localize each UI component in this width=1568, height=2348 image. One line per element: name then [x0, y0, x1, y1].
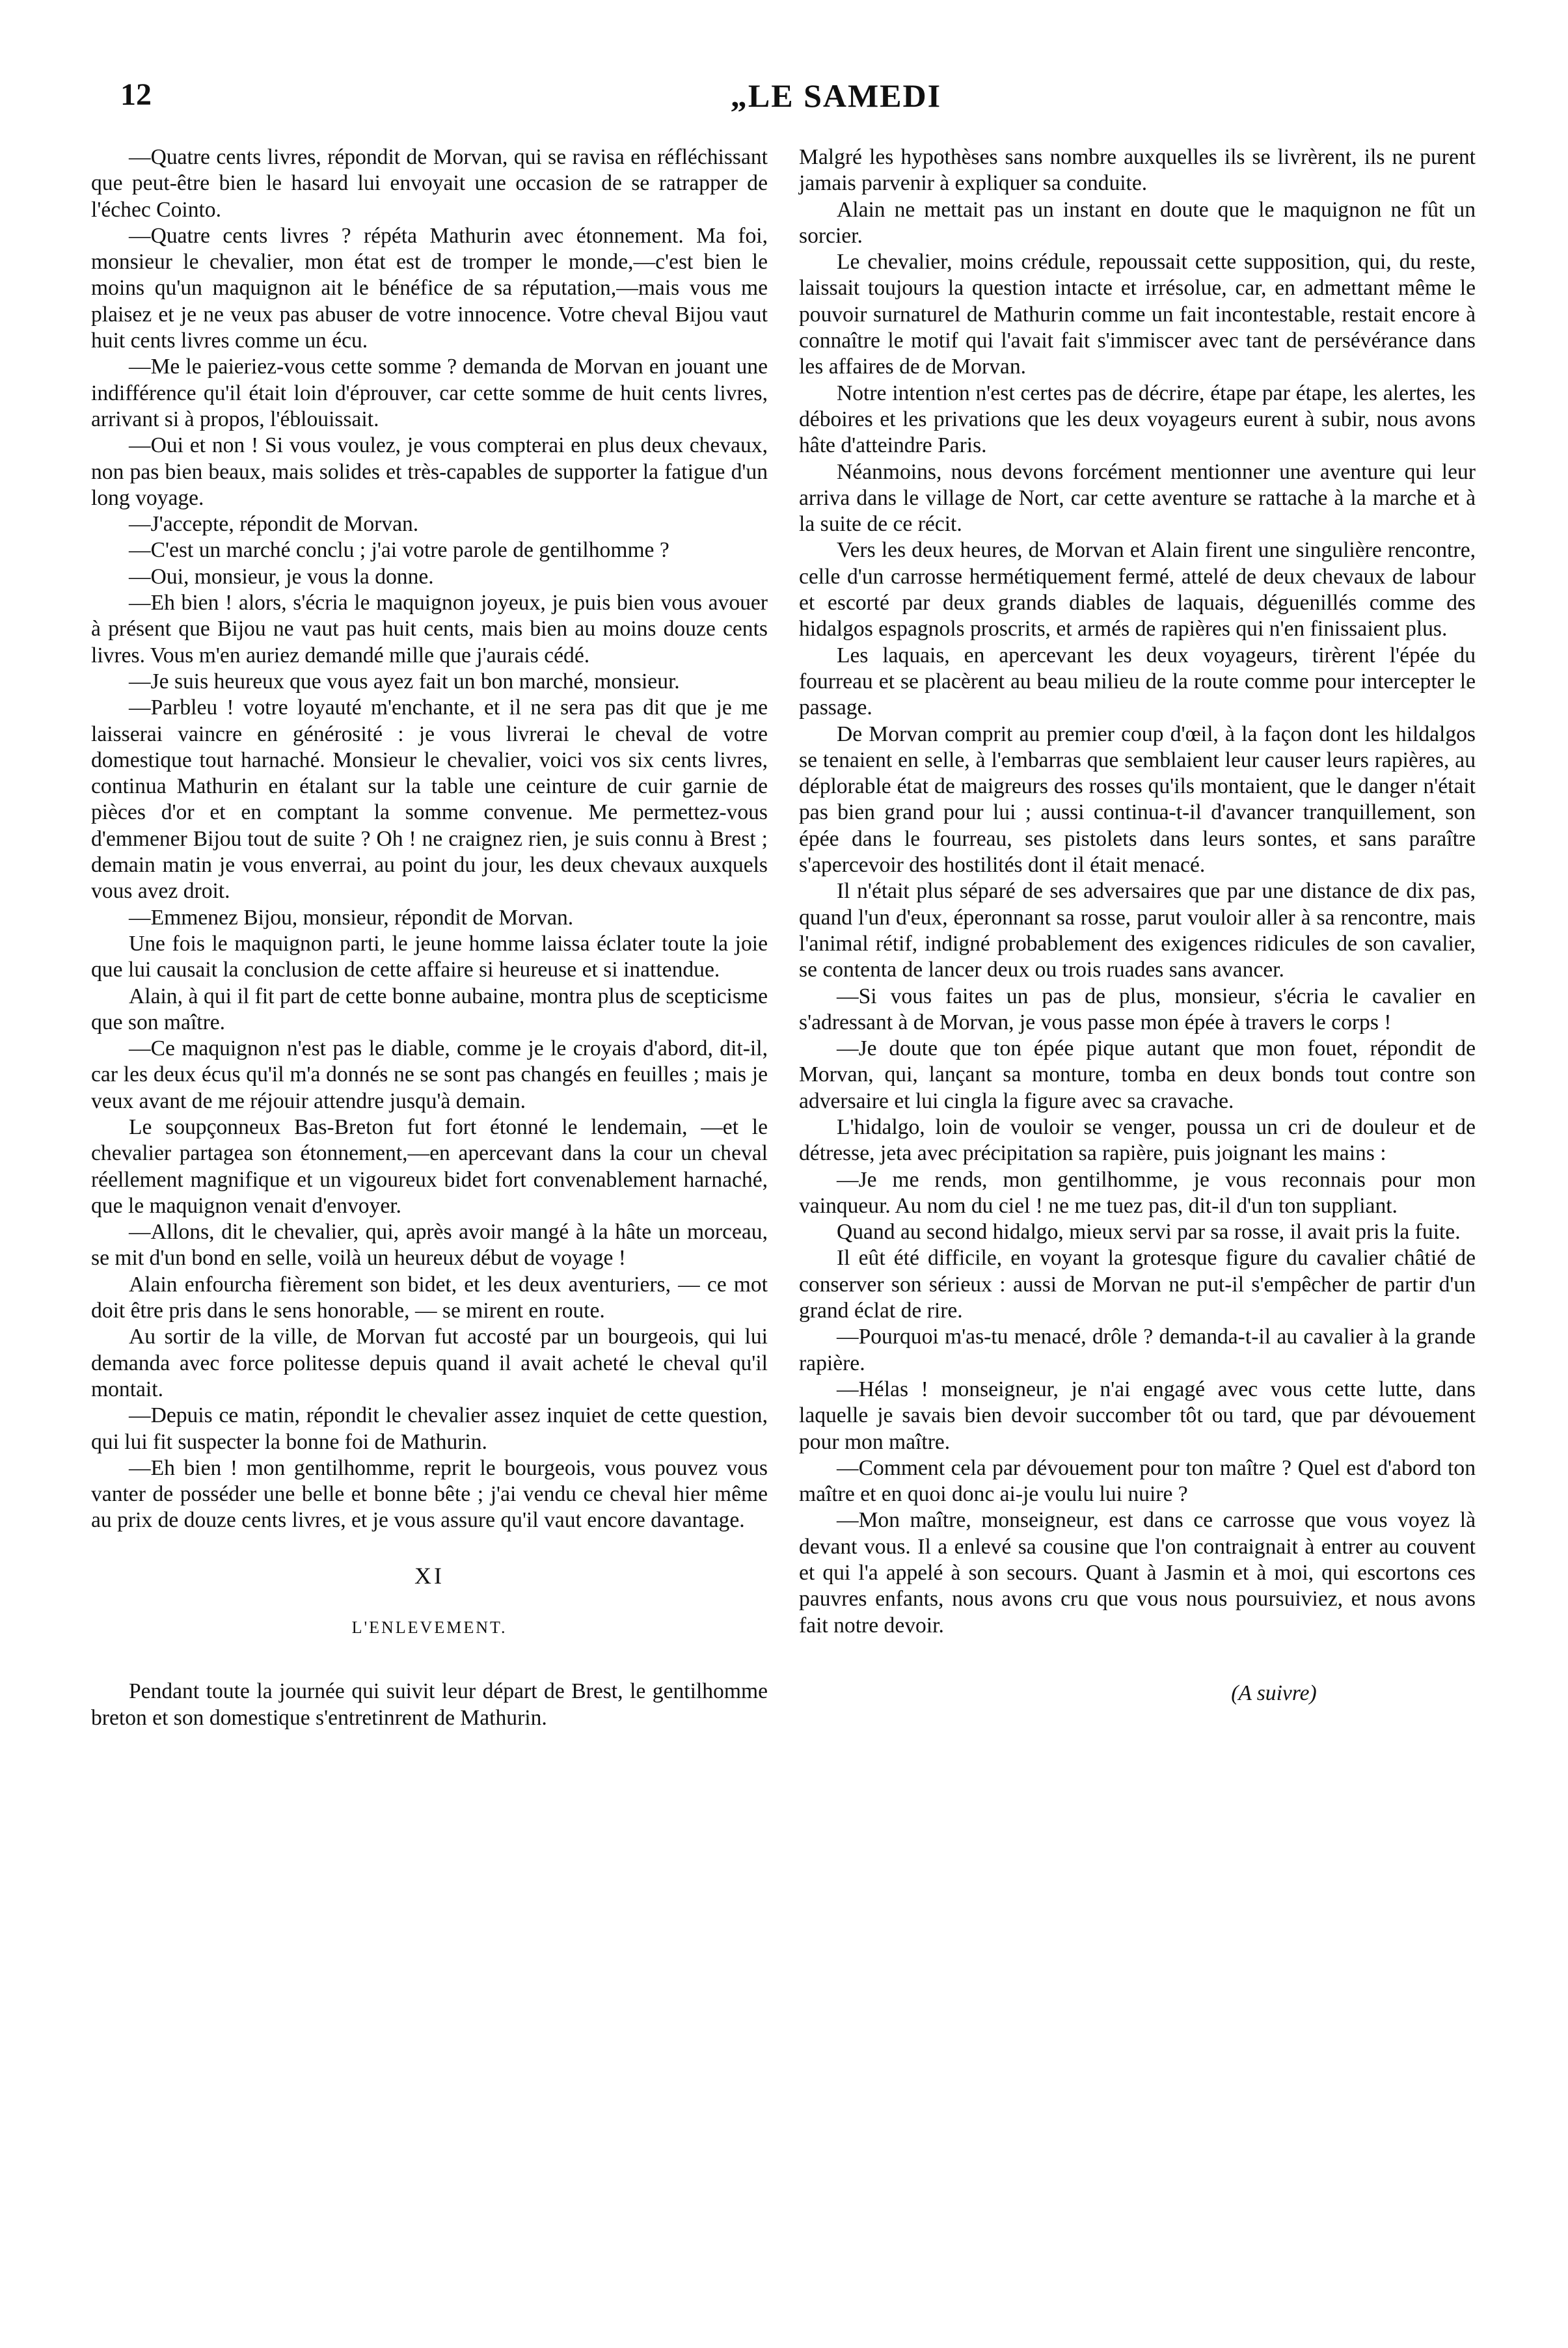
paragraph: Alain enfourcha fièrement son bidet, et les deux aventuriers, — ce mot doit être pris dans le sens honorable, — se mirent en route. [91, 1272, 768, 1323]
paragraph: Néanmoins, nous devons forcément mentionner une aventure qui leur arriva dans le village de Nort, car cette aventure se rattache à la marche et à la suite de ce récit. [799, 459, 1476, 537]
paragraph: —Comment cela par dévouement pour ton maître ? Quel est d'abord ton maître et en quoi donc ai-je voulu lui nuire ? [799, 1455, 1476, 1507]
paragraph: Pendant toute la journée qui suivit leur départ de Brest, le gentilhomme breton et son domestique s'entretinrent de Mathurin. [91, 1679, 768, 1730]
paragraph: —Mon maître, monseigneur, est dans ce carrosse que vous voyez là devant vous. Il a enlevé sa cousine que l'on contraignait à entrer au couvent et qui l'a appelé à son secours. Quant à Jasmin et à moi, qui escortons ces pauvres enfants, nous avons cru que vous nous poursuiviez, et nous avons fait notre devoir. [799, 1508, 1476, 1638]
paragraph: Alain, à qui il fit part de cette bonne aubaine, montra plus de scepticisme que son maître. [91, 984, 768, 1034]
paragraph: Les laquais, en apercevant les deux voyageurs, tirèrent l'épée du fourreau et se placèrent au beau milieu de la route comme pour intercepter le passage. [799, 643, 1476, 720]
right-paragraphs [799, 197, 1476, 1639]
paragraph: Une fois le maquignon parti, le jeune homme laissa éclater toute la joie que lui causait la conclusion de cette affaire si heureuse et si inattendue. [91, 931, 768, 982]
to-be-continued: (A suivre) [1231, 1680, 1317, 1705]
continued-paragraph: Malgré les hypothèses sans nombre auxquelles ils se livrèrent, ils ne purent jamais parvenir à expliquer sa conduite. [799, 145, 1476, 196]
paragraph: Il eût été difficile, en voyant la grotesque figure du cavalier châtié de conserver son sérieux : aussi de Morvan ne put-il s'empêcher de partir d'un grand éclat de rire. [799, 1246, 1476, 1323]
page-number: 12 [120, 77, 152, 112]
paragraph: Le soupçonneux Bas-Breton fut fort étonné le lendemain, —et le chevalier partagea son étonnement,—en apercevant dans la cour un cheval réellement magnifique et un vigoureux bidet fort convenablement harnaché, que le maquignon venait d'envoyer. [91, 1114, 768, 1218]
running-title: „LE SAMEDI [730, 77, 942, 114]
paragraph: Alain ne mettait pas un instant en doute que le maquignon ne fût un sorcier. [799, 197, 1476, 248]
paragraph: —C'est un marché conclu ; j'ai votre parole de gentilhomme ? [129, 538, 669, 563]
paragraph: —Eh bien ! alors, s'écria le maquignon joyeux, je puis bien vous avouer à présent que Bijou ne vaut pas huit cents, mais bien au moins douze cents livres. Vous m'en auriez demandé mille que j'aurais cédé. [91, 591, 768, 668]
left-paragraphs [91, 144, 768, 1534]
left-column [91, 144, 768, 1731]
paragraph: —Hélas ! monseigneur, je n'ai engagé avec vous cette lutte, dans laquelle je savais bien devoir succomber tôt ou tard, que par dévouement pour mon maître. [799, 1377, 1476, 1454]
paragraph: —Me le paieriez-vous cette somme ? demanda de Morvan en jouant une indifférence qu'il était loin d'éprouver, car cette somme de huit cents livres, arrivant si à propos, l'éblouissait. [91, 355, 768, 431]
paragraph: —Je suis heureux que vous ayez fait un bon marché, monsieur. [129, 669, 680, 694]
paragraph: —Allons, dit le chevalier, qui, après avoir mangé à la hâte un morceau, se mit d'un bond en selle, voilà un heureux début de voyage ! [91, 1220, 768, 1271]
paragraph: —Parbleu ! votre loyauté m'enchante, et il ne sera pas dit que je me laisserai vaincre en générosité : je vous livrerai le cheval de votre domestique tout harnaché. Monsieur le chevalier, voici vos six cents livres, continua Mathurin en étalant sur la table une ceinture de cuir garnie de pièces d'or et en comptant la somme convenue. Me permettez-vous d'emmener Bijou tout de suite ? Oh ! ne craignez rien, je suis connu à Brest ; demain matin je vous enverrai, au point du jour, les deux chevaux auxquels vous avez droit. [91, 695, 768, 904]
paragraph: Notre intention n'est certes pas de décrire, étape par étape, les alertes, les déboires et les privations que les deux voyageurs eurent à subir, nous avons hâte d'atteindre Paris. [799, 381, 1476, 458]
chapter-opening-paragraphs [91, 1679, 768, 1731]
paragraph: —Je me rends, mon gentilhomme, je vous reconnais pour mon vainqueur. Au nom du ciel ! ne me tuez pas, dit-il d'un ton suppliant. [799, 1167, 1476, 1218]
paragraph: —Si vous faites un pas de plus, monsieur, s'écria le cavalier en s'adressant à de Morvan, je vous passe mon épée à travers le corps ! [799, 984, 1476, 1034]
page-header [120, 77, 1464, 129]
paragraph: Il n'était plus séparé de ses adversaires que par une distance de dix pas, quand l'un d'eux, éperonnant sa rosse, parut vouloir aller à sa rencontre, mais l'animal rétif, indigné probablement des exigences ridicules de son cavalier, se contenta de lancer deux ou trois ruades sans avancer. [799, 879, 1476, 982]
paragraph: Au sortir de la ville, de Morvan fut accosté par un bourgeois, qui lui demanda avec force politesse depuis quand il avait acheté le cheval qu'il montait. [91, 1325, 768, 1401]
paragraph: Vers les deux heures, de Morvan et Alain firent une singulière rencontre, celle d'un carrosse hermétiquement fermé, attelé de deux chevaux de labour et escorté par deux grands diables de laquais, déguenillés comme des hidalgos espagnols proscrits, et armés de rapières qui n'en finissaient plus. [799, 538, 1476, 641]
paragraph: —Eh bien ! mon gentilhomme, reprit le bourgeois, vous pouvez vous vanter de posséder une belle et bonne bête ; j'ai vendu ce cheval hier même au prix de douze cents livres, et je vous assure qu'il vaut encore davantage. [91, 1455, 768, 1533]
paragraph: —Emmenez Bijou, monsieur, répondit de Morvan. [129, 905, 574, 930]
paragraph: Le chevalier, moins crédule, repoussait cette supposition, qui, du reste, laissait toujours la question intacte et irrésolue, car, en admettant même le pouvoir surnaturel de Mathurin comme un fait incontestable, restait encore à connaître le motif qui l'avait fait s'immiscer avec tant de persévérance dans les affaires de de Morvan. [799, 250, 1476, 379]
paragraph: —Depuis ce matin, répondit le chevalier assez inquiet de cette question, qui lui fit suspecter la bonne foi de Mathurin. [91, 1403, 768, 1454]
chapter-number: XI [414, 1562, 444, 1589]
paragraph: —Je doute que ton épée pique autant que mon fouet, répondit de Morvan, qui, lançant sa monture, tomba en deux bonds tout contre son adversaire et lui cingla la figure avec sa cravache. [799, 1036, 1476, 1113]
paragraph: —Oui et non ! Si vous voulez, je vous compterai en plus deux chevaux, non pas bien beaux, mais solides et très-capables de supporter la fatigue d'un long voyage. [91, 433, 768, 510]
paragraph: —Quatre cents livres, répondit de Morvan, qui se ravisa en réfléchissant que peut-être bien le hasard lui envoyait une occasion de se ratrapper de l'échec Cointo. [91, 145, 768, 222]
paragraph: —J'accepte, répondit de Morvan. [129, 512, 419, 537]
paragraph: —Ce maquignon n'est pas le diable, comme je le croyais d'abord, dit-il, car les deux écus qu'il m'a donnés ne se sont pas changés en feuilles ; mais je veux avant de me réjouir attendre jusqu'à demain. [91, 1036, 768, 1113]
paragraph: L'hidalgo, loin de vouloir se venger, poussa un cri de douleur et de détresse, jeta avec précipitation sa rapière, puis joignant les mains : [799, 1114, 1476, 1166]
right-column [799, 144, 1476, 1707]
paragraph: De Morvan comprit au premier coup d'œil, à la façon dont les hildalgos se tenaient en selle, à l'embarras que semblaient leur causer leurs rapières, au déplorable état de maigreurs des rosses qu'ils montaient, que le danger n'était pas bien grand pour lui ; aussi continua-t-il d'avancer tranquillement, son épée dans le fourreau, ses pistolets dans leurs sontes, et sans paraître s'apercevoir des hostilités dont il était menacé. [799, 722, 1476, 878]
paragraph: —Quatre cents livres ? répéta Mathurin avec étonnement. Ma foi, monsieur le chevalier, mon état est de tromper le monde,—c'est bien le moins qu'un maquignon ait le bénéfice de sa réputation,—mais vous me plaisez et je ne veux pas abuser de votre innocence. Votre cheval Bijou vaut huit cents livres comme un écu. [91, 223, 768, 353]
paragraph: Quand au second hidalgo, mieux servi par sa rosse, il avait pris la fuite. [837, 1220, 1461, 1245]
chapter-title: L'ENLEVEMENT. [351, 1618, 507, 1638]
paragraph: —Pourquoi m'as-tu menacé, drôle ? demanda-t-il au cavalier à la grande rapière. [799, 1325, 1476, 1375]
paragraph: —Oui, monsieur, je vous la donne. [129, 564, 434, 589]
